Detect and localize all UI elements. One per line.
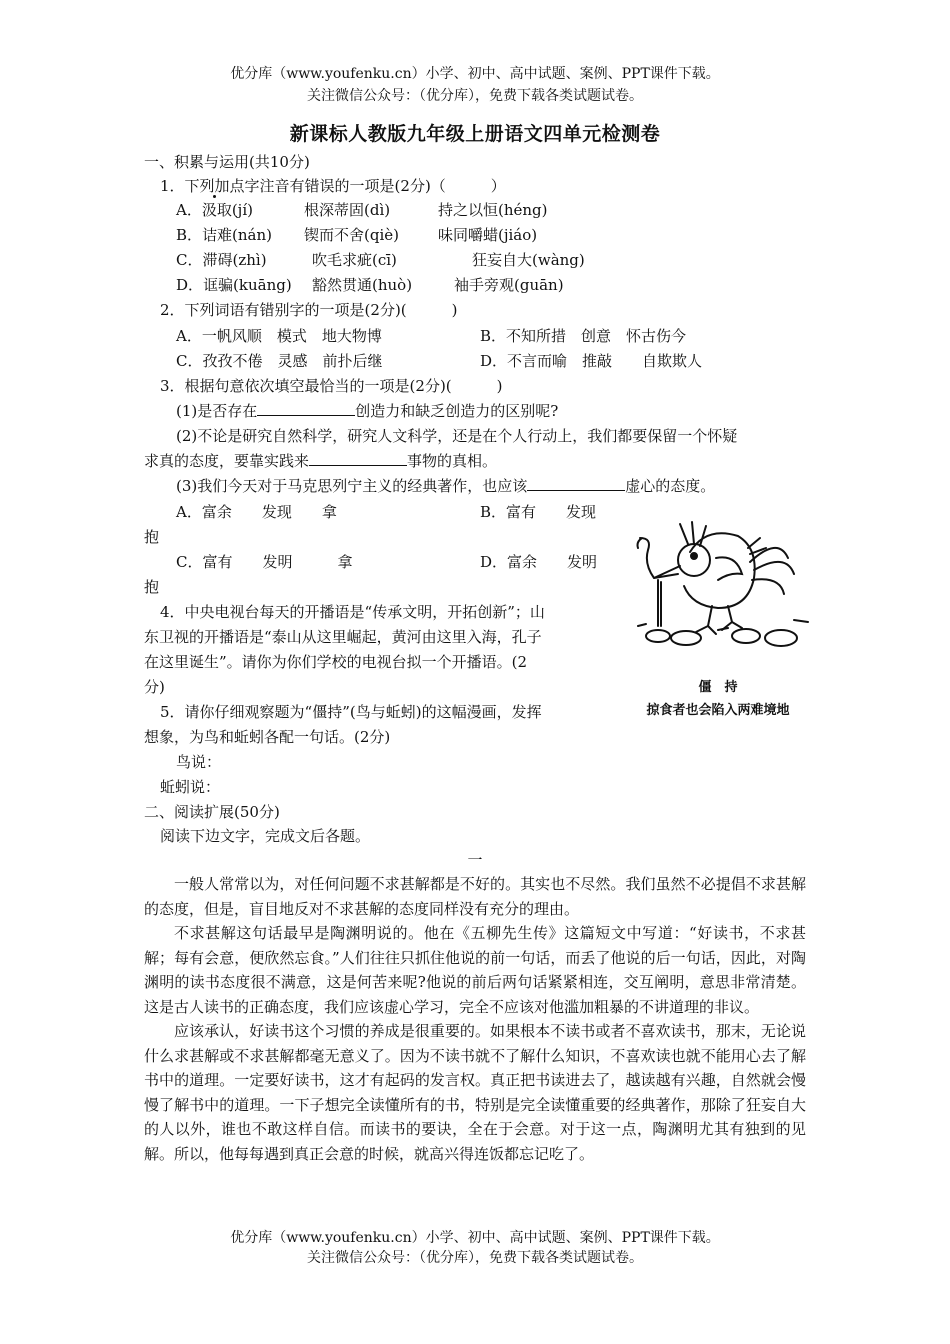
q5-worm-label: 蚯蚓说：: [160, 778, 221, 796]
q3-stem: 3．根据句意依次填空最恰当的一项是(2分)( ): [160, 377, 503, 395]
q1-option-d: D．诓骗(kuāng): [176, 276, 292, 294]
q1-stem: 1．下列加点字注音有错误的一项是(2分)（ ）: [160, 177, 506, 195]
q3-option-b: B．富有 发现: [480, 503, 597, 521]
q1-option-d2: 豁然贯通(huò): [312, 276, 413, 294]
q1-option-c3: 狂妄自大(wàng): [472, 251, 585, 269]
q3-sentence-2a: (2)不论是研究自然科学，研究人文科学，还是在个人行动上，我们都要保留一个怀疑: [176, 427, 738, 445]
q5-line-1: 5．请你仔细观察题为“僵持”(鸟与蚯蚓)的这幅漫画，发挥: [160, 703, 542, 721]
q3-option-d-wrap: 抱: [144, 578, 160, 596]
q3-blank-1[interactable]: [257, 399, 355, 416]
q1-option-c2: 吹毛求疵(cī): [312, 251, 397, 269]
q3-s1-before: (1)是否存在: [176, 402, 258, 420]
q4-line-2: 东卫视的开播语是“泰山从这里崛起，黄河由这里入海，孔子: [144, 628, 542, 646]
q3-blank-3[interactable]: [527, 474, 625, 491]
cartoon-illustration: [618, 508, 818, 678]
section-1-heading: 一、积累与运用(共10分): [144, 153, 310, 171]
header-line-1: 优分库（www.youfenku.cn）小学、初中、高中试题、案例、PPT课件下载。: [230, 66, 720, 82]
q1-option-a2: 根深蒂固(dì): [304, 201, 391, 219]
header-line-2: 关注微信公众号：（优分库），免费下载各类试题试卷。: [307, 88, 643, 104]
q1-option-a3: 持之以恒(héng): [438, 201, 548, 219]
bird-worm-cartoon: [618, 508, 818, 678]
q4-line-1: 4．中央电视台每天的开播语是“传承文明，开拓创新”；山: [160, 603, 545, 621]
q5-bird-label: 鸟说：: [176, 753, 222, 771]
passage-paragraph-2: 不求甚解这句话最早是陶渊明说的。他在《五柳先生传》这篇短文中写道：“好读书，不求甚解；每有会意，便欣然忘食。”人们往往只抓住他说的前一句话，而丢了他说的后一句话，因此，对陶渊明的读书态度很不满意，这是何苦来呢?他说的前后两句话紧紧相连，交互阐明，意思非常清楚。这是古人读书的正确态度，我们应该虚心学习，完全不应该对他滥加粗暴的不讲道理的非议。: [144, 924, 806, 1016]
reading-part-number: 一: [467, 851, 483, 869]
q4-line-3: 在这里诞生”。请你为你们学校的电视台拟一个开播语。(2: [144, 653, 528, 671]
q4-line-4: 分): [144, 678, 165, 696]
q3-s3-after: 虚心的态度。: [625, 477, 716, 495]
section-2-heading: 二、阅读扩展(50分): [144, 803, 280, 821]
footer-line-1: 优分库（www.youfenku.cn）小学、初中、高中试题、案例、PPT课件下载。: [230, 1230, 720, 1246]
q1-option-b2: 锲而不舍(qiè): [304, 226, 399, 244]
q1-option-b3: 味同嚼蜡(jiáo): [438, 226, 538, 244]
page-title: 新课标人教版九年级上册语文四单元检测卷: [289, 123, 661, 145]
q1-option-c: C．滞碍(zhì): [176, 251, 267, 269]
q3-option-b-wrap: 抱: [144, 528, 160, 546]
q3-option-d: D．富余 发明: [480, 553, 598, 571]
reading-passage: [144, 872, 806, 1166]
passage-paragraph-1: 一般人常常以为，对任何问题不求甚解都是不好的。其实也不尽然。我们虽然不必提倡不求甚解的态度，但是，盲目地反对不求甚解的态度同样没有充分的理由。: [144, 875, 806, 918]
reading-intro: 阅读下边文字，完成文后各题。: [160, 827, 371, 845]
q3-option-a: A．富余 发现 拿: [176, 503, 337, 521]
q1-option-b: B．诘难(nán): [176, 226, 272, 244]
q3-sentence-2b: [144, 449, 497, 474]
q5-line-2: 想象，为鸟和蚯蚓各配一句话。(2分): [144, 728, 391, 746]
footer-line-2: 关注微信公众号：（优分库），免费下载各类试题试卷。: [307, 1250, 643, 1266]
q1-a1: A．汲取(jí): [176, 198, 253, 223]
cartoon-caption: 掠食者也会陷入两难境地: [646, 703, 790, 718]
q3-option-c: C．富有 发明 拿: [176, 553, 353, 571]
q2-option-d: D．不言而喻 推敲 自欺欺人: [480, 352, 703, 370]
q2-option-c: C．孜孜不倦 灵感 前扑后继: [176, 352, 383, 370]
q2-stem: 2．下列词语有错别字的一项是(2分)( ): [160, 301, 458, 319]
q1-option-d3: 袖手旁观(guān): [454, 276, 564, 294]
q2-option-b: B．不知所措 创意 怀古伤今: [480, 327, 687, 345]
q3-s1-after: 创造力和缺乏创造力的区别呢?: [355, 402, 559, 420]
q3-s2-after: 事物的真相。: [407, 452, 498, 470]
q3-s2-before: 求真的态度，要靠实践来: [144, 452, 310, 470]
q3-sentence-1: [176, 399, 558, 424]
q3-sentence-3: [176, 474, 715, 499]
q1-option-a: [176, 198, 253, 223]
passage-paragraph-3: 应该承认，好读书这个习惯的养成是很重要的。如果根本不读书或者不喜欢读书，那末，无论说什么求甚解或不求甚解都毫无意义了。因为不读书就不了解什么知识，不喜欢读也就不能用心去了解书中的道理。一定要好读书，这才有起码的发言权。真正把书读进去了，越读越有兴趣，自然就会慢慢了解书中的道理。一下子想完全读懂所有的书，特别是完全读懂重要的经典著作，那除了狂妄自大的人以外，谁也不敢这样自信。而读书的要诀，全在于会意。对于这一点，陶渊明尤其有独到的见解。所以，他每每遇到真正会意的时候，就高兴得连饭都忘记吃了。: [144, 1022, 806, 1163]
q2-option-a: A．一帆风顺 模式 地大物博: [176, 327, 382, 345]
cartoon-title: 僵 持: [698, 680, 738, 695]
q3-blank-2[interactable]: [309, 449, 407, 466]
q3-s3-before: (3)我们今天对于马克思列宁主义的经典著作，也应该: [176, 477, 528, 495]
